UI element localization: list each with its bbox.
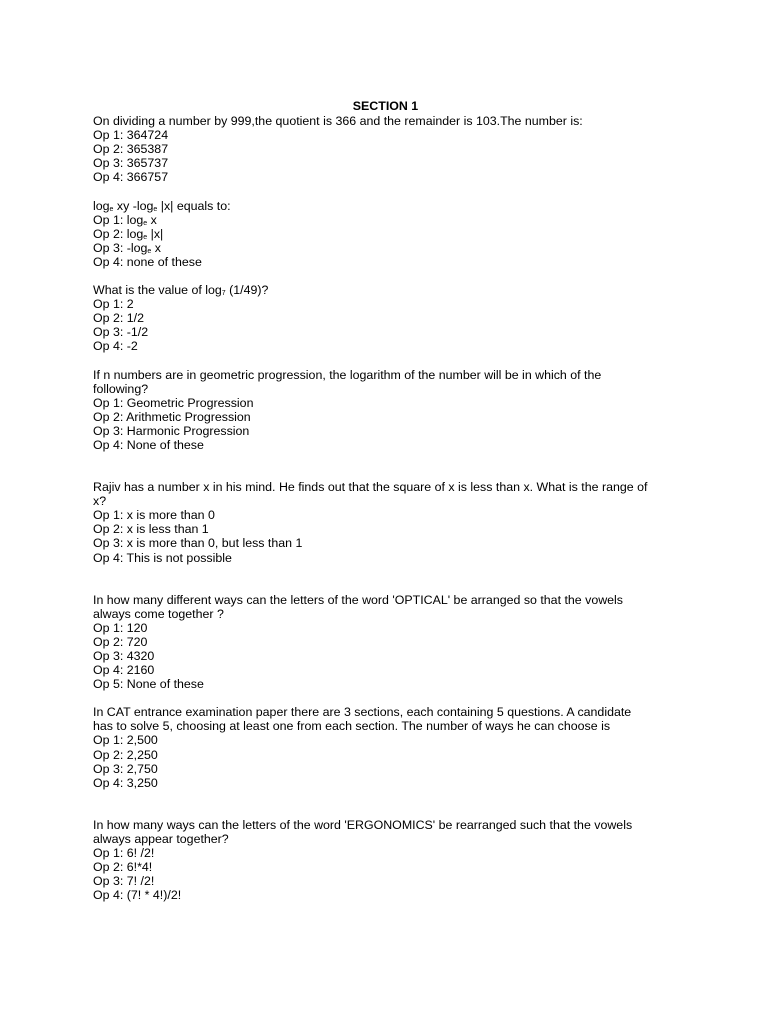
option: Op 2: 365387 (93, 142, 169, 157)
question-3 (93, 283, 713, 353)
question-text-line: In CAT entrance examination paper there are 3 sections, each containing 5 questions. A candidate (93, 705, 632, 720)
option: Op 4: 2160 (93, 663, 155, 678)
document-page (93, 99, 713, 902)
option: Op 1: 364724 (93, 128, 169, 143)
question-text: $\log_e$ xy $-\log_e$ |x| equals to: (93, 198, 231, 213)
option: Op 4: none of these (93, 254, 202, 269)
question-2 (93, 199, 713, 269)
question-text-line: In how many different ways can the letters of the word 'OPTICAL' be arranged so that the vowels (93, 592, 624, 607)
question-text: On dividing a number by 999,the quotient is 366 and the remainder is 103.The number is: (93, 114, 583, 129)
question-text-line: always appear together? (93, 831, 229, 846)
option: Op 4: (7! * 4!)/2! (93, 888, 182, 903)
option: Op 3: 365737 (93, 156, 169, 171)
option: Op 2: 6!*4! (93, 860, 153, 875)
option: Op 3: x is more than 0, but less than 1 (93, 536, 303, 551)
section-title: SECTION 1 (352, 99, 419, 113)
option: Op 2: 1/2 (93, 311, 144, 326)
question-text-line: Rajiv has a number x in his mind. He finds out that the square of x is less than x. What is the range of (93, 480, 648, 495)
option: Op 4: -2 (93, 339, 138, 354)
option: Op 3: 4320 (93, 649, 155, 663)
question-8 (93, 818, 713, 903)
option: Op 1: $\log_e x$ (93, 212, 157, 227)
option: Op 2: $\log_e |x|$ (93, 226, 164, 241)
question-7 (93, 705, 713, 790)
question-text-line: In how many ways can the letters of the word 'ERGONOMICS' be rearranged such that the vowels (93, 817, 633, 832)
option: Op 2: 2,250 (93, 747, 158, 762)
option: Op 4: This is not possible (93, 550, 232, 565)
question-text-line: always come together ? (93, 606, 224, 621)
option: Op 5: None of these (93, 677, 204, 692)
question-text-line: has to solve 5, choosing at least one from each section. The number of ways he can choose is (93, 719, 611, 734)
question-6 (93, 593, 713, 692)
option: Op 3: $-\log_e$ x (93, 240, 161, 255)
option: Op 4: None of these (93, 437, 204, 452)
question-text-line: x? (93, 494, 107, 509)
option: Op 3: 2,750 (93, 761, 158, 776)
question-1 (93, 114, 713, 184)
option: Op 3: 7! /2! (93, 874, 155, 889)
option: Op 2: Arithmetic Progression (93, 409, 251, 424)
question-text-line: If n numbers are in geometric progression, the logarithm of the number will be in which of the (93, 367, 602, 382)
option: Op 1: 6! /2! (93, 846, 155, 861)
option: Op 2: 720 (93, 634, 148, 649)
option: Op 1: Geometric Progression (93, 395, 254, 410)
option: Op 1: x is more than 0 (93, 508, 215, 523)
question-text-line: following? (93, 381, 149, 396)
option: Op 2: x is less than 1 (93, 522, 209, 537)
option: Op 1: 2,500 (93, 733, 158, 748)
option: Op 3: -1/2 (93, 325, 149, 340)
option: Op 1: 120 (93, 620, 148, 635)
option: Op 1: 2 (93, 297, 134, 312)
option: Op 4: 3,250 (93, 775, 158, 790)
question-4 (93, 368, 713, 453)
question-5 (93, 480, 713, 565)
question-text: What is the value of $\log_7 (1/49)$? (93, 283, 269, 298)
option: Op 4: 366757 (93, 170, 169, 185)
option: Op 3: Harmonic Progression (93, 423, 250, 438)
